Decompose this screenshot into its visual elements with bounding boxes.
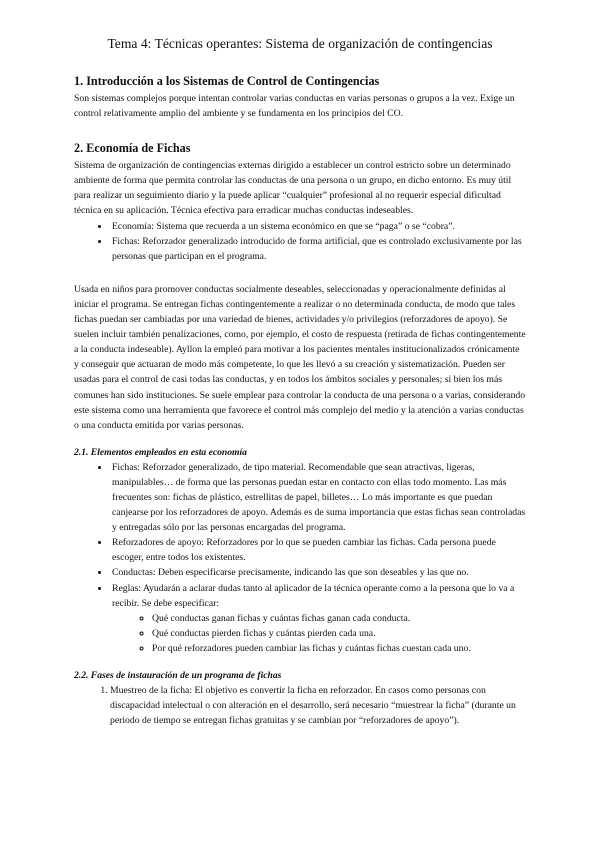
list-item: • Economía: Sistema que recuerda a un sistema económico en que se “paga” o se “cobra”.: [110, 219, 526, 234]
list-item: • Fichas: Reforzador generalizado introducido de forma artificial, que es controlado exclusivamente por las personas que participan en el programa.: [110, 234, 526, 264]
list-item: • Conductas: Deben especificarse precisamente, indicando las que son deseables y las que no.: [110, 565, 526, 580]
section-2-2-numbered-list: [74, 683, 526, 728]
section-2-1-heading: 2.1. Elementos empleados en esta economía: [74, 446, 247, 458]
sub-list-item: ◦ Qué conductas ganan fichas y cuántas fichas ganan cada conducta.: [152, 611, 526, 626]
section-1-text: Son sistemas complejos porque intentan controlar varias conductas en varias personas o grupos a la vez. Exige un control relativamente amplio del ambiente y se fundamenta en los principios del CO.: [74, 93, 515, 120]
section-2-paragraph: Usada en niños para promover conductas socialmente deseables, seleccionadas y operacionalmente definidas al iniciar el programa. Se entregan fichas contingentemente a realizar o no determinada conducta, de modo que tales fichas puedan ser cambiadas por una variedad de bienes, actividades y/o privilegios (reforzadores de apoyo). Se suelen incluir también penalizaciones, como, por ejemplo, el costo de respuesta (retirada de fichas contingentemente a la conducta indeseable). Ayllon la empleó para motivar a los pacientes mentales institucionalizados crónicamente y conseguir que actuaran de modo más competente, lo que les llevó a su creación y sistematización. Pueden ser usadas para el control de casi todas las conductas, y en todos los ámbitos sociales y personales; si bien los más comunes han sido instituciones. Se suele emplear para controlar la conducta de una persona o a varias, considerando este sistema como una herramienta que favorece el control más complejo del medio y la atención a varias conductas o una conducta emitida por varias personas.: [74, 283, 526, 431]
sub-list-item: ◦ Qué conductas pierden fichas y cuántas pierden cada una.: [152, 626, 526, 641]
list-item: [110, 581, 526, 656]
list-item: • Fichas: Reforzador generalizado, de tipo material. Recomendable que sean atractivas, ligeras, manipulables… de forma que las personas puedan estar en contacto con ellas todo momento. Las más frecuentes son: fichas de plástico, estrellitas de papel, billetes… Lo más importante es que puedan canjearse por los reforzadores de apoyo. Además es de suma importancia que estas fichas sean controladas y entregadas sólo por las personas encargadas del programa.: [110, 460, 526, 535]
list-item: 1. Muestreo de la ficha: El objetivo es convertir la ficha en reforzador. En casos como personas con discapacidad intelectual o con alteración en el desarrollo, será necesario “muestrear la ficha” (durante un periodo de tiempo se entregan fichas gratuitas y se cambian por “reforzadores de apoyo”).: [110, 683, 526, 728]
section-2-intro: Sistema de organización de contingencias externas dirigido a establecer un control estricto sobre un determinado ambiente de forma que permita controlar las conductas de una persona o un grupo, en dicho entorno. Es muy útil para realizar un seguimiento diario y la puede aplicar “cualquier” profesional al no requerir especial dificultad técnica en su aplicación. Técnica efectiva para erradicar muchas conductas indeseables.: [74, 160, 512, 217]
list-item: • Reforzadores de apoyo: Reforzadores por lo que se pueden cambiar las fichas. Cada persona puede escoger, entre todos los existentes.: [110, 535, 526, 565]
section-2-bullet-list: [74, 219, 526, 264]
rules-sub-list: [112, 611, 526, 656]
sub-list-item: ◦ Por qué reforzadores pueden cambiar las fichas y cuántas fichas cuestan cada uno.: [152, 641, 526, 656]
document-title: Tema 4: Técnicas operantes: Sistema de organización de contingencias: [107, 36, 493, 51]
section-2-heading: 2. Economía de Fichas: [74, 141, 191, 156]
section-2-2-heading: 2.2. Fases de instauración de un programa de fichas: [74, 670, 282, 681]
section-2-1-bullet-list: [74, 460, 526, 656]
list-item-text: Reglas: Ayudarán a aclarar dudas tanto al aplicador de la técnica operante como a la persona que lo va a recibir. Se debe especificar:: [112, 582, 515, 609]
section-1-heading: 1. Introducción a los Sistemas de Control de Contingencias: [74, 74, 380, 88]
